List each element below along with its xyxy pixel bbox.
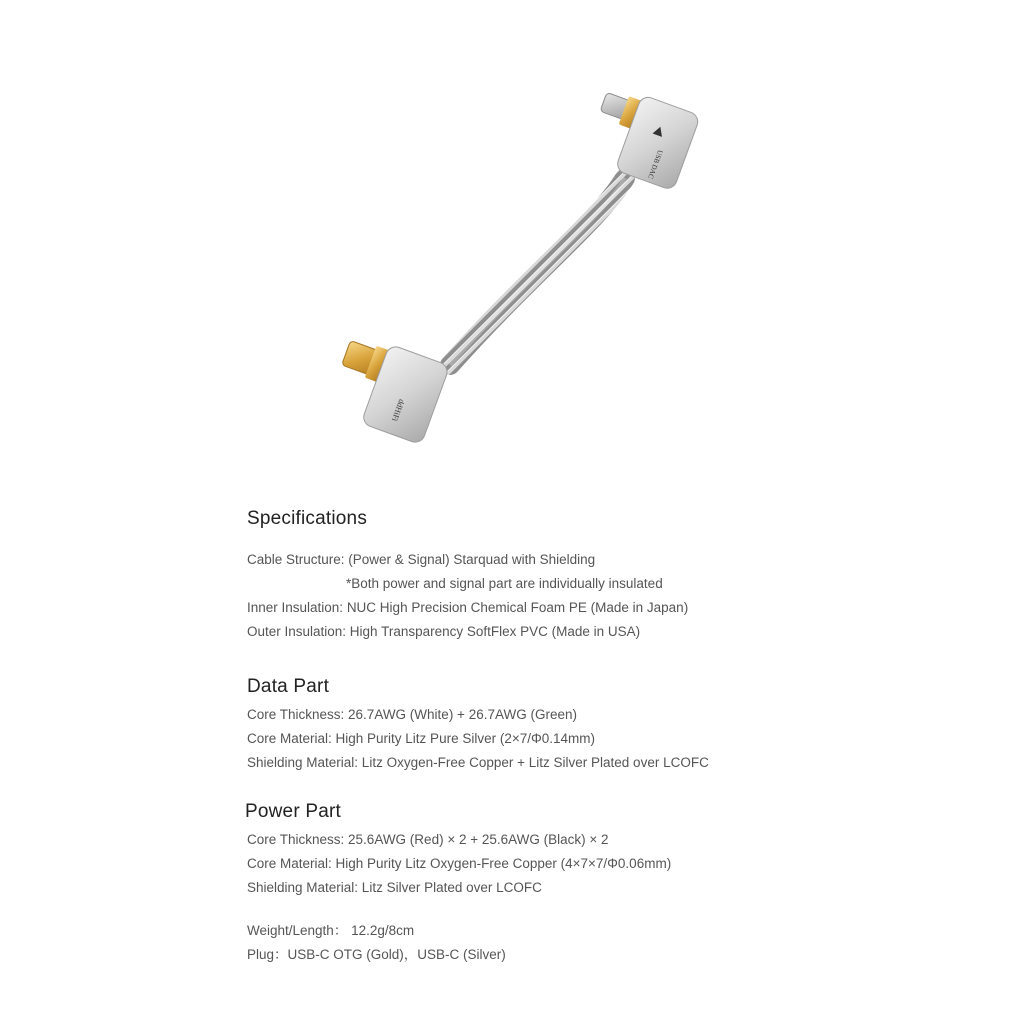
weight-length: Weight/Length： 12.2g/8cm	[247, 923, 415, 938]
specifications-block	[247, 548, 688, 644]
data-part-block	[247, 703, 709, 775]
data-core-thickness: Core Thickness: 26.7AWG (White) + 26.7AWG (Green)	[247, 707, 577, 722]
power-core-thickness: Core Thickness: 25.6AWG (Red) × 2 + 25.6AWG (Black) × 2	[247, 832, 609, 847]
plug-types: Plug：USB-C OTG (Gold)，USB-C (Silver)	[247, 947, 506, 962]
data-part-title: Data Part	[247, 676, 330, 697]
top-plug-label: USB DAC	[646, 148, 665, 180]
data-core-material: Core Material: High Purity Litz Pure Silver (2×7/Φ0.14mm)	[247, 731, 596, 746]
power-shielding-material: Shielding Material: Litz Silver Plated over LCOFC	[247, 880, 542, 895]
product-image	[300, 60, 760, 480]
bottom-connector	[325, 331, 450, 445]
data-shielding-material: Shielding Material: Litz Oxygen-Free Copper + Litz Silver Plated over LCOFC	[247, 755, 709, 770]
spec-insulation-note: *Both power and signal part are individually insulated	[346, 576, 663, 591]
spec-cable-structure: Cable Structure: (Power & Signal) Starquad with Shielding	[247, 552, 596, 567]
bottom-plug-label: ddHiFi	[389, 398, 407, 423]
spec-outer-insulation: Outer Insulation: High Transparency SoftFlex PVC (Made in USA)	[247, 624, 641, 639]
power-core-material: Core Material: High Purity Litz Oxygen-Free Copper (4×7×7/Φ0.06mm)	[247, 856, 672, 871]
specifications-title: Specifications	[247, 508, 368, 529]
top-connector	[583, 83, 701, 191]
power-part-title: Power Part	[245, 801, 341, 822]
braided-cable	[450, 178, 625, 365]
spec-inner-insulation: Inner Insulation: NUC High Precision Chemical Foam PE (Made in Japan)	[247, 600, 689, 615]
power-part-block	[247, 828, 671, 900]
misc-block	[247, 919, 506, 967]
